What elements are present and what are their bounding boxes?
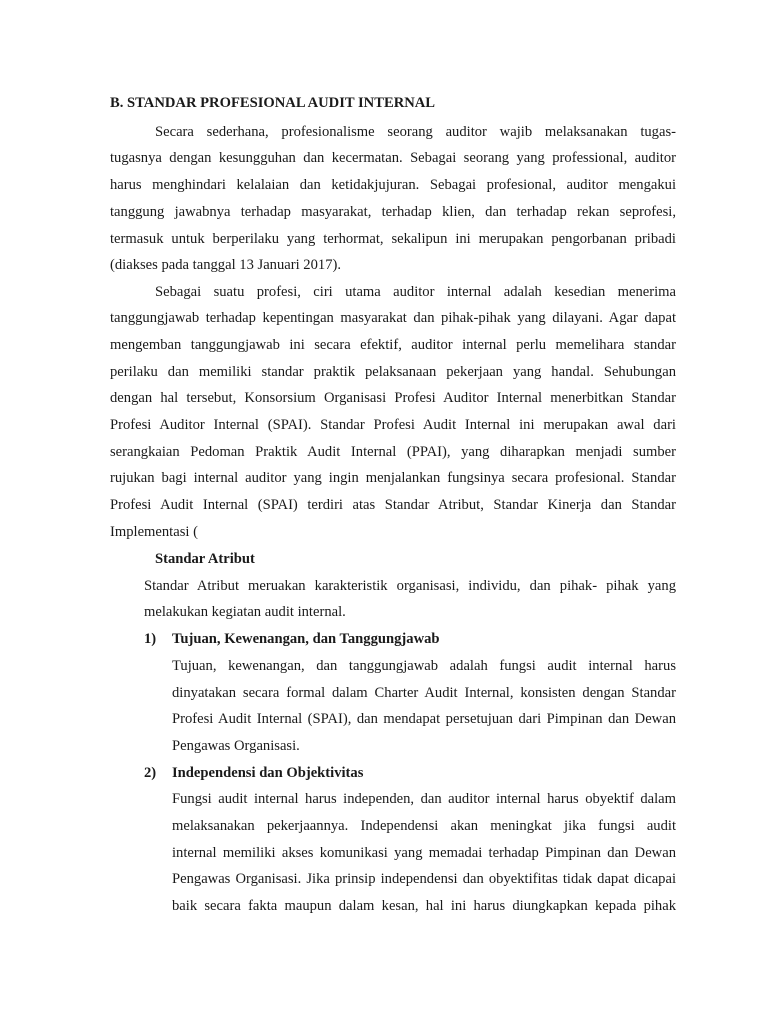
paragraph-line: rujukan bagi internal auditor yang ingin menjalankan fungsinya secara profesional. Standar xyxy=(110,470,676,486)
paragraph-line: tanggungjawab terhadap kepentingan masyarakat dan pihak-pihak yang dilayani. Agar dapat xyxy=(110,310,676,326)
paragraph-line: mengemban tanggungjawab ini secara efektif, auditor internal perlu memelihara standar xyxy=(110,337,676,353)
item-line: internal memiliki akses komunikasi yang memadai terhadap Pimpinan dan Dewan xyxy=(172,845,676,861)
item-line: dinyatakan secara formal dalam Charter Audit Internal, konsisten dengan Standar xyxy=(172,685,676,701)
paragraph-line: serangkaian Pedoman Praktik Audit Internal (PPAI), yang diharapkan menjadi sumber xyxy=(110,444,676,460)
paragraph-line: termasuk untuk berperilaku yang terhormat, sekalipun ini merupakan pengorbanan pribadi xyxy=(110,231,676,247)
item-line: baik secara fakta maupun dalam kesan, hal ini harus diungkapkan kepada pihak xyxy=(172,898,676,914)
item-line: Pengawas Organisasi. xyxy=(172,738,300,754)
paragraph-line: Profesi Audit Internal (SPAI) terdiri atas Standar Atribut, Standar Kinerja dan Standar xyxy=(110,497,676,513)
paragraph-line: tanggung jawabnya terhadap masyarakat, terhadap klien, dan terhadap rekan seprofesi, xyxy=(110,204,676,220)
item-title: Independensi dan Objektivitas xyxy=(172,765,364,781)
paragraph-line: Secara sederhana, profesionalisme seorang auditor wajib melaksanakan tugas- xyxy=(155,124,676,140)
section-heading: B. STANDAR PROFESIONAL AUDIT INTERNAL xyxy=(110,95,436,111)
item-line: Tujuan, kewenangan, dan tanggungjawab adalah fungsi audit internal harus xyxy=(172,658,676,674)
item-line: melaksanakan pekerjaannya. Independensi akan meningkat jika fungsi audit xyxy=(172,818,676,834)
item-number: 2) xyxy=(144,765,157,781)
paragraph-line: perilaku dan memiliki standar praktik pelaksanaan pekerjaan yang handal. Sehubungan xyxy=(110,364,676,380)
paragraph-line: tugasnya dengan kesungguhan dan kecermatan. Sebagai seorang yang professional, auditor xyxy=(110,150,676,166)
paragraph-line: dengan hal tersebut, Konsorsium Organisasi Profesi Auditor Internal menerbitkan Standar xyxy=(110,390,676,406)
paragraph-line: Sebagai suatu profesi, ciri utama auditor internal adalah kesedian menerima xyxy=(155,284,676,300)
paragraph-line: Implementasi ( xyxy=(110,524,198,540)
paragraph-line: harus menghindari kelalaian dan ketidakjujuran. Sebagai profesional, auditor mengakui xyxy=(110,177,676,193)
subheading: Standar Atribut xyxy=(155,551,255,567)
paragraph-line: Profesi Auditor Internal (SPAI). Standar Profesi Audit Internal ini merupakan awal dari xyxy=(110,417,676,433)
item-number: 1) xyxy=(144,631,157,647)
item-line: Pengawas Organisasi. Jika prinsip independensi dan obyektifitas tidak dapat dicapai xyxy=(172,871,676,887)
subheading-text-line: melakukan kegiatan audit internal. xyxy=(144,604,346,620)
item-line: Fungsi audit internal harus independen, dan auditor internal harus obyektif dalam xyxy=(172,791,676,807)
item-line: Profesi Audit Internal (SPAI), dan mendapat persetujuan dari Pimpinan dan Dewan xyxy=(172,711,676,727)
paragraph-line: (diakses pada tanggal 13 Januari 2017). xyxy=(110,257,341,273)
subheading-text-line: Standar Atribut meruakan karakteristik organisasi, individu, dan pihak- pihak yang xyxy=(144,578,676,594)
item-title: Tujuan, Kewenangan, dan Tanggungjawab xyxy=(172,631,440,647)
